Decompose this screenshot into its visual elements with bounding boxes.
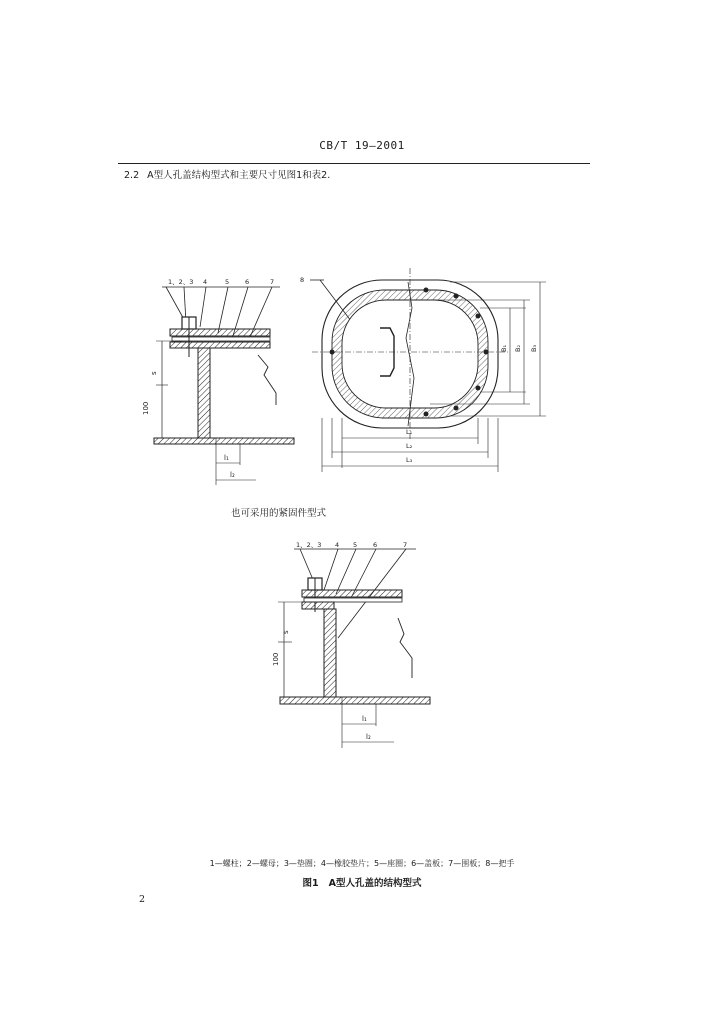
dim-B3: B₃	[530, 344, 538, 352]
alt-dim-l1: l₁	[362, 715, 367, 723]
callout-5: 5	[225, 278, 230, 286]
dim-s: s	[150, 371, 158, 375]
section-view-drawing	[140, 275, 300, 490]
alt-dim-s: s	[282, 630, 290, 634]
clause-number: 2.2	[124, 170, 140, 181]
callout-4: 4	[203, 278, 208, 286]
alt-dim-l2: l₂	[366, 733, 371, 741]
page-number: 2	[139, 894, 146, 905]
dim-B1: B₁	[500, 344, 508, 352]
alt-callout-7: 7	[403, 541, 408, 549]
callout-7: 7	[270, 278, 275, 286]
alternative-section-drawing	[268, 538, 438, 753]
dim-L1: L₁	[406, 428, 413, 436]
figure-legend: 1—螺柱；2—螺母；3—垫圈；4—橡胶垫片；5—座圈；6—盖板；7—围板；8—把手	[209, 859, 515, 868]
figure-caption	[0, 875, 724, 889]
dim-100: 100	[142, 401, 150, 415]
standard-code: CB/T 19—2001	[319, 139, 405, 152]
clause-text: A型人孔盖结构型式和主要尺寸见图1和表2.	[147, 170, 331, 181]
callout-8: 8	[300, 276, 305, 284]
figure-label: 图1	[302, 878, 319, 889]
dim-L3: L₃	[406, 456, 413, 464]
alt-dim-100: 100	[272, 652, 280, 666]
alt-callout-1-2-3: 1、2、3	[296, 541, 322, 549]
figure-title: A型人孔盖的结构型式	[328, 878, 422, 889]
header-rule	[118, 163, 590, 164]
callout-6: 6	[245, 278, 250, 286]
plan-view-drawing	[300, 268, 560, 480]
dim-B2: B₂	[514, 344, 522, 352]
alternative-fastener-heading: 也可采用的紧固件型式	[231, 508, 327, 519]
callout-1-2-3: 1、2、3	[168, 278, 194, 286]
alt-callout-6: 6	[373, 541, 378, 549]
dim-l2: l₂	[230, 471, 235, 479]
clause-2-2	[124, 167, 330, 181]
dim-l1: l₁	[224, 454, 229, 462]
alt-callout-5: 5	[353, 541, 358, 549]
dim-L2: L₂	[406, 442, 413, 450]
alt-callout-4: 4	[335, 541, 340, 549]
